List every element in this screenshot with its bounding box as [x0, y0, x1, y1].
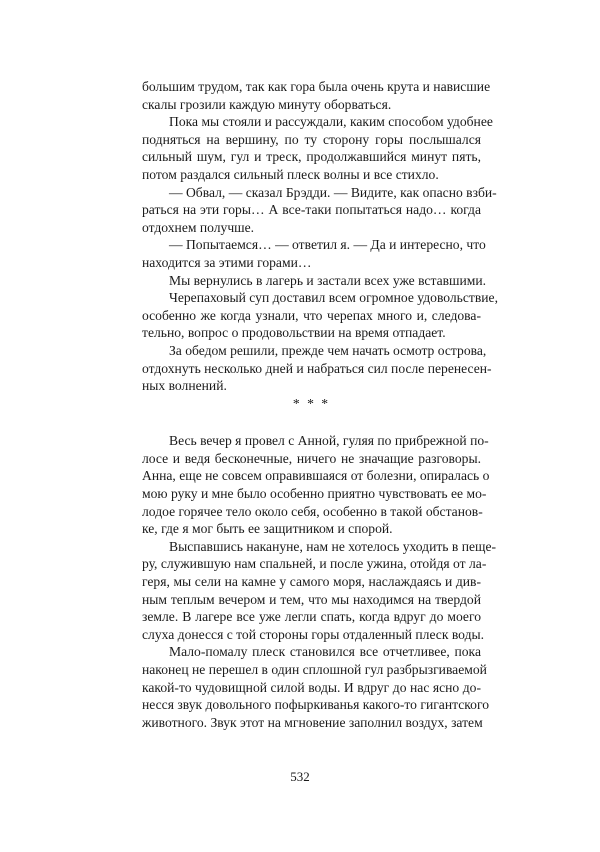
text-line: Мы вернулись в лагерь и застали всех уже вставшими.: [169, 272, 487, 288]
text-line: земле. В лагере все уже легли спать, когда вдруг до моего: [142, 609, 481, 625]
text-line: потом раздался сильный плеск волны и все стихло.: [142, 166, 439, 182]
text-line: какой-то чудовищной силой воды. И вдруг до нас ясно до-: [142, 679, 481, 695]
text-line: животного. Звук этот на мгновение заполнил воздух, затем: [142, 714, 483, 730]
text-line: За обедом решили, прежде чем начать осмотр острова,: [169, 342, 487, 358]
text-line: сильный шум, гул и треск, продолжавшийся минут пять,: [142, 149, 481, 165]
text-line: особенно же когда узнали, что черепах много и, следова-: [142, 307, 481, 323]
text-line: отдохнуть несколько дней и набраться сил после перенесен-: [142, 360, 492, 376]
text-line: Мало-помалу плеск становился все отчетливее, пока: [169, 644, 481, 660]
text-line: ных волнений.: [142, 378, 227, 394]
text-line: лосе и ведя бесконечные, ничего не значащие разговоры.: [142, 450, 481, 466]
text-line: подняться на вершину, по ту сторону горы послышался: [142, 131, 481, 147]
text-block-bottom: [142, 432, 497, 731]
text-line: — Обвал, — сказал Брэдди. — Видите, как опасно взби-: [169, 184, 497, 200]
text-line: несся звук довольного пофыркиванья какого-то гигантского: [142, 697, 489, 713]
page-body: [142, 78, 498, 731]
text-line: ке, где я мог быть ее защитником и спорой.: [142, 521, 393, 537]
text-line: Черепаховый суп доставил всем огромное удовольствие,: [169, 290, 498, 306]
section-separator: * * *: [292, 395, 331, 411]
text-line: скалы грозили каждую минуту оборваться.: [142, 96, 392, 112]
text-line: отдохнем получше.: [142, 219, 255, 235]
text-line: раться на эти горы… А все-таки попытаться надо… когда: [142, 202, 481, 218]
text-line: ру, служившую нам спальней, и после ужина, отойдя от ла-: [142, 556, 487, 572]
page-number: 532: [290, 769, 310, 784]
text-line: слуха донесся с той стороны горы отдаленный плеск воды.: [142, 626, 485, 642]
text-line: Весь вечер я провел с Анной, гуляя по прибрежной по-: [169, 433, 489, 449]
text-line: геря, мы сели на камне у самого моря, наслаждаясь и див-: [142, 574, 481, 590]
text-line: наконец не перешел в один сплошной гул разбрызгиваемой: [142, 662, 487, 677]
text-block-top: [142, 78, 498, 395]
text-line: Анна, еще не совсем оправившаяся от болезни, опиралась о: [142, 468, 490, 484]
text-line: мою руку и мне было особенно приятно чувствовать ее мо-: [142, 486, 487, 502]
text-line: Пока мы стояли и рассуждали, каким способом удобнее: [169, 114, 493, 130]
text-line: тельно, вопрос о продовольствии на время отпадает.: [142, 325, 446, 341]
text-line: ным теплым вечером и тем, что мы находимся на твердой: [142, 591, 481, 607]
text-line: большим трудом, так как гора была очень крута и нависшие: [142, 79, 491, 94]
text-line: — Попытаемся… — ответил я. — Да и интересно, что: [169, 237, 486, 253]
text-line: Выспавшись накануне, нам не хотелось уходить в пеще-: [169, 538, 497, 554]
section-spacer: [142, 412, 481, 432]
text-line: лодое горячее тело около себя, особенно в такой обстанов-: [142, 503, 483, 519]
text-line: находится за этими горами…: [142, 254, 312, 270]
